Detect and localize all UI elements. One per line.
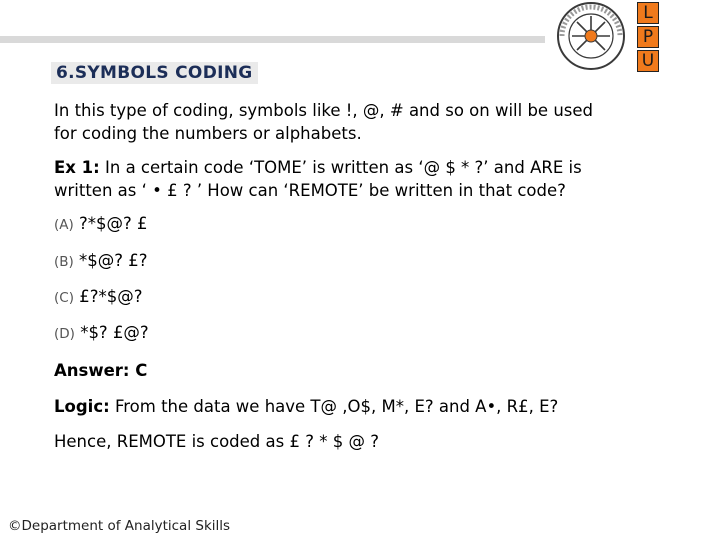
university-seal-logo — [552, 0, 630, 72]
answer-text: Answer: C — [54, 361, 148, 380]
footer-credit: ©Department of Analytical Skills — [8, 518, 231, 534]
option-b — [54, 251, 148, 270]
logic-text: From the data we have T@ ,O$, M*, E? and A•, R£, E? — [109, 397, 559, 416]
option-label: (B) — [54, 254, 74, 270]
conclusion-line: Hence, REMOTE is coded as £ ? * $ @ ? — [54, 432, 379, 451]
example-text: In a certain code ‘TOME’ is written as ‘@ $ * ?’ and ARE is — [99, 158, 582, 177]
lpu-letter-logo — [637, 2, 659, 74]
option-label: (C) — [54, 290, 74, 306]
option-value: *$? £@? — [80, 323, 149, 342]
logic-label: Logic: — [54, 397, 110, 416]
option-a — [54, 214, 148, 233]
example-line-2: written as ‘ • £ ? ’ How can ‘REMOTE’ be written in that code? — [54, 181, 566, 200]
logo-letter-l: L — [637, 2, 659, 24]
option-d — [54, 323, 149, 342]
example-label: Ex 1: — [54, 158, 100, 177]
intro-line-1: In this type of coding, symbols like !, @, # and so on will be used — [54, 101, 594, 120]
intro-line-2: for coding the numbers or alphabets. — [54, 124, 362, 143]
option-label: (D) — [54, 326, 75, 342]
option-value: *$@? £? — [79, 251, 148, 270]
option-value: £?*$@? — [79, 287, 143, 306]
option-c — [54, 287, 142, 306]
option-value: ?*$@? £ — [79, 214, 148, 233]
header-rule — [0, 36, 545, 43]
logo-letter-u: U — [637, 50, 659, 72]
slide-title: 6.SYMBOLS CODING — [51, 62, 258, 84]
logic-line — [54, 395, 558, 418]
option-label: (A) — [54, 217, 74, 233]
example-line-1 — [54, 156, 582, 179]
logo-letter-p: P — [637, 26, 659, 48]
